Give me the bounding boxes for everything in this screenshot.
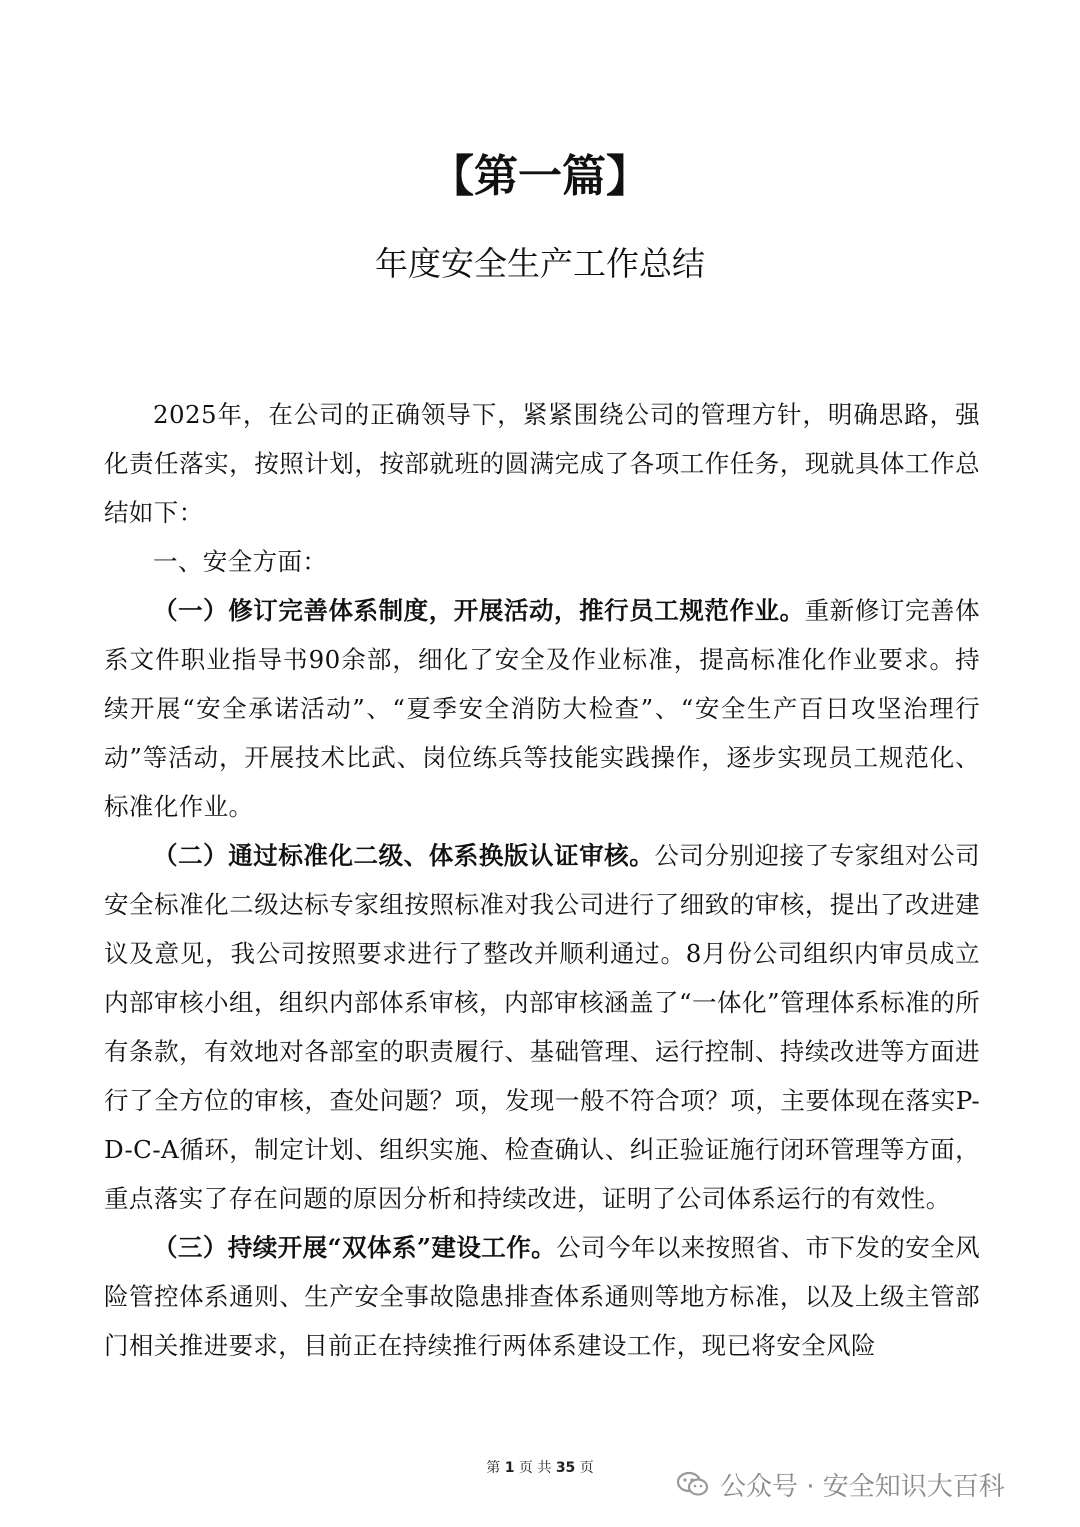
item-1-heading: （一）修订完善体系制度，开展活动，推行员工规范作业。 <box>153 596 805 625</box>
item-2-paragraph <box>104 831 980 1223</box>
section-heading: 一、安全方面： <box>153 547 328 576</box>
page-title: 【第一篇】 <box>430 151 650 202</box>
watermark <box>676 1464 1066 1504</box>
item-2-heading: （二）通过标准化二级、体系换版认证审核。 <box>153 841 655 870</box>
item-1-paragraph <box>104 586 980 831</box>
page-number-footer <box>420 1456 660 1480</box>
page-subtitle: 年度安全生产工作总结 <box>375 244 705 283</box>
page-suffix: 页 <box>579 1460 594 1476</box>
page-total: 35 <box>555 1460 576 1476</box>
page-current: 1 <box>504 1460 515 1476</box>
item-1-text: 重新修订完善体系文件职业指导书90余部，细化了安全及作业标准，提高标准化作业要求。持续开展“安全承诺活动”、“夏季安全消防大检查”、“安全生产百日攻坚治理行动”等活动，开展技术比武、岗位练兵等技能实践操作，逐步实现员工规范化、标准化作业。 <box>104 596 980 821</box>
item-3-text: 公司今年以来按照省、市下发的安全风险管控体系通则、生产安全事故隐患排查体系通则等地方标准，以及上级主管部门相关推进要求，目前正在持续推行两体系建设工作，现已将安全风险 <box>104 1233 980 1360</box>
page-prefix: 第 <box>486 1460 501 1476</box>
item-3-heading: （三）持续开展“双体系”建设工作。 <box>153 1233 557 1262</box>
intro-paragraph: 2025年，在公司的正确领导下，紧紧围绕公司的管理方针，明确思路，强化责任落实，按照计划，按部就班的圆满完成了各项工作任务，现就具体工作总结如下： <box>104 400 980 527</box>
item-3-paragraph <box>104 1223 980 1370</box>
document-body <box>104 390 980 1370</box>
page-middle: 页 共 <box>518 1460 552 1476</box>
wechat-icon <box>676 1470 710 1498</box>
watermark-text: 公众号 · 安全知识大百科 <box>720 1471 1005 1502</box>
item-2-text: 公司分别迎接了专家组对公司安全标准化二级达标专家组按照标准对我公司进行了细致的审核，提出了改进建议及意见，我公司按照要求进行了整改并顺利通过。8月份公司组织内审员成立内部审核小组，组织内部体系审核，内部审核涵盖了“一体化”管理体系标准的所有条款，有效地对各部室的职责履行、基础管理、运行控制、持续改进等方面进行了全方位的审核，查处问题？项，发现一般不符合项？项，主要体现在落实P-D-C-A循环，制定计划、组织实施、检查确认、纠正验证施行闭环管理等方面，重点落实了存在问题的原因分析和持续改进，证明了公司体系运行的有效性。 <box>104 841 980 1213</box>
